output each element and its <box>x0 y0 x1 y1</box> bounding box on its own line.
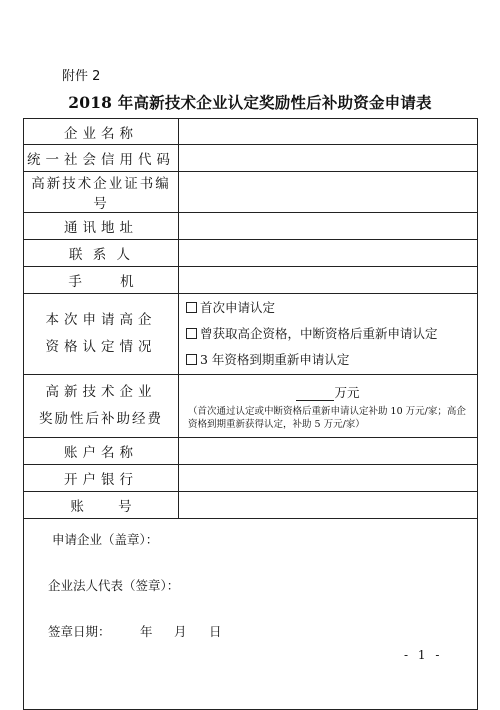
date-day: 日 <box>209 624 222 639</box>
legal-rep-signature-label: 企业法人代表（签章）： <box>48 578 180 593</box>
application-form-table <box>23 118 478 710</box>
label-subsidy <box>24 375 179 438</box>
attachment-label: 附件 2 <box>62 69 101 84</box>
row-cert-status <box>24 294 478 375</box>
field-account-no[interactable] <box>179 492 478 519</box>
field-contact[interactable] <box>179 240 478 267</box>
label-subsidy-line2: 奖励性后补助经费 <box>39 411 163 427</box>
form-title: 2018 年高新技术企业认定奖励性后补助资金申请表 <box>68 93 432 112</box>
label-contact: 联 系 人 <box>24 240 179 267</box>
row-signature <box>24 519 478 710</box>
label-cert-status <box>24 294 179 375</box>
field-bank[interactable] <box>179 465 478 492</box>
row-mobile <box>24 267 478 294</box>
label-address: 通讯地址 <box>24 213 179 240</box>
option-renewal-label: 3 年资格到期重新申请认定 <box>200 352 350 367</box>
field-mobile[interactable] <box>179 267 478 294</box>
signature-cell <box>24 519 478 710</box>
option-reapply-after-break-label: 曾获取高企资格，中断资格后重新申请认定 <box>200 326 438 341</box>
option-first-application-label: 首次申请认定 <box>200 300 276 315</box>
label-account-name: 账户名称 <box>24 438 179 465</box>
option-renewal[interactable] <box>179 347 477 373</box>
field-account-name[interactable] <box>179 438 478 465</box>
label-credit-code: 统一社会信用代码 <box>24 145 179 172</box>
signing-date-label: 签章日期： <box>48 624 111 639</box>
option-first-application[interactable] <box>179 295 477 321</box>
label-cert-status-line1: 本次申请高企 <box>45 312 157 328</box>
applicant-seal-label: 申请企业（盖章）： <box>52 532 159 547</box>
field-address[interactable] <box>179 213 478 240</box>
label-account-no: 账 号 <box>24 492 179 519</box>
row-contact <box>24 240 478 267</box>
row-company-name <box>24 119 478 145</box>
amount-unit: 万元 <box>334 385 360 400</box>
field-company-name[interactable] <box>179 119 478 145</box>
cert-status-options <box>179 294 478 375</box>
row-account-name <box>24 438 478 465</box>
row-credit-code <box>24 145 478 172</box>
option-reapply-after-break[interactable] <box>179 321 477 347</box>
subsidy-note: （首次通过认定或中断资格后重新申请认定补助 10 万元/家；高企资格到期重新获得认定，补助 5 万元/家） <box>188 406 466 430</box>
date-year: 年 <box>140 624 153 639</box>
date-month: 月 <box>174 624 187 639</box>
amount-blank-field[interactable] <box>296 387 334 401</box>
label-cert-status-line2: 资格认定情况 <box>45 339 157 355</box>
field-certificate-no[interactable] <box>179 172 478 213</box>
page-number: - 1 - <box>404 648 443 662</box>
row-subsidy <box>24 375 478 438</box>
label-bank: 开户银行 <box>24 465 179 492</box>
field-credit-code[interactable] <box>179 145 478 172</box>
row-certificate-no <box>24 172 478 213</box>
subsidy-cell <box>179 375 478 438</box>
row-address <box>24 213 478 240</box>
row-account-no <box>24 492 478 519</box>
checkbox-icon[interactable] <box>186 328 197 339</box>
label-company-name: 企业名称 <box>24 119 179 145</box>
checkbox-icon[interactable] <box>186 302 197 313</box>
label-subsidy-line1: 高新技术企业 <box>45 384 157 400</box>
label-mobile: 手 机 <box>24 267 179 294</box>
label-certificate-no: 高新技术企业证书编号 <box>24 172 179 213</box>
checkbox-icon[interactable] <box>186 354 197 365</box>
subsidy-amount <box>179 375 477 401</box>
signature-area <box>24 519 477 709</box>
row-bank <box>24 465 478 492</box>
